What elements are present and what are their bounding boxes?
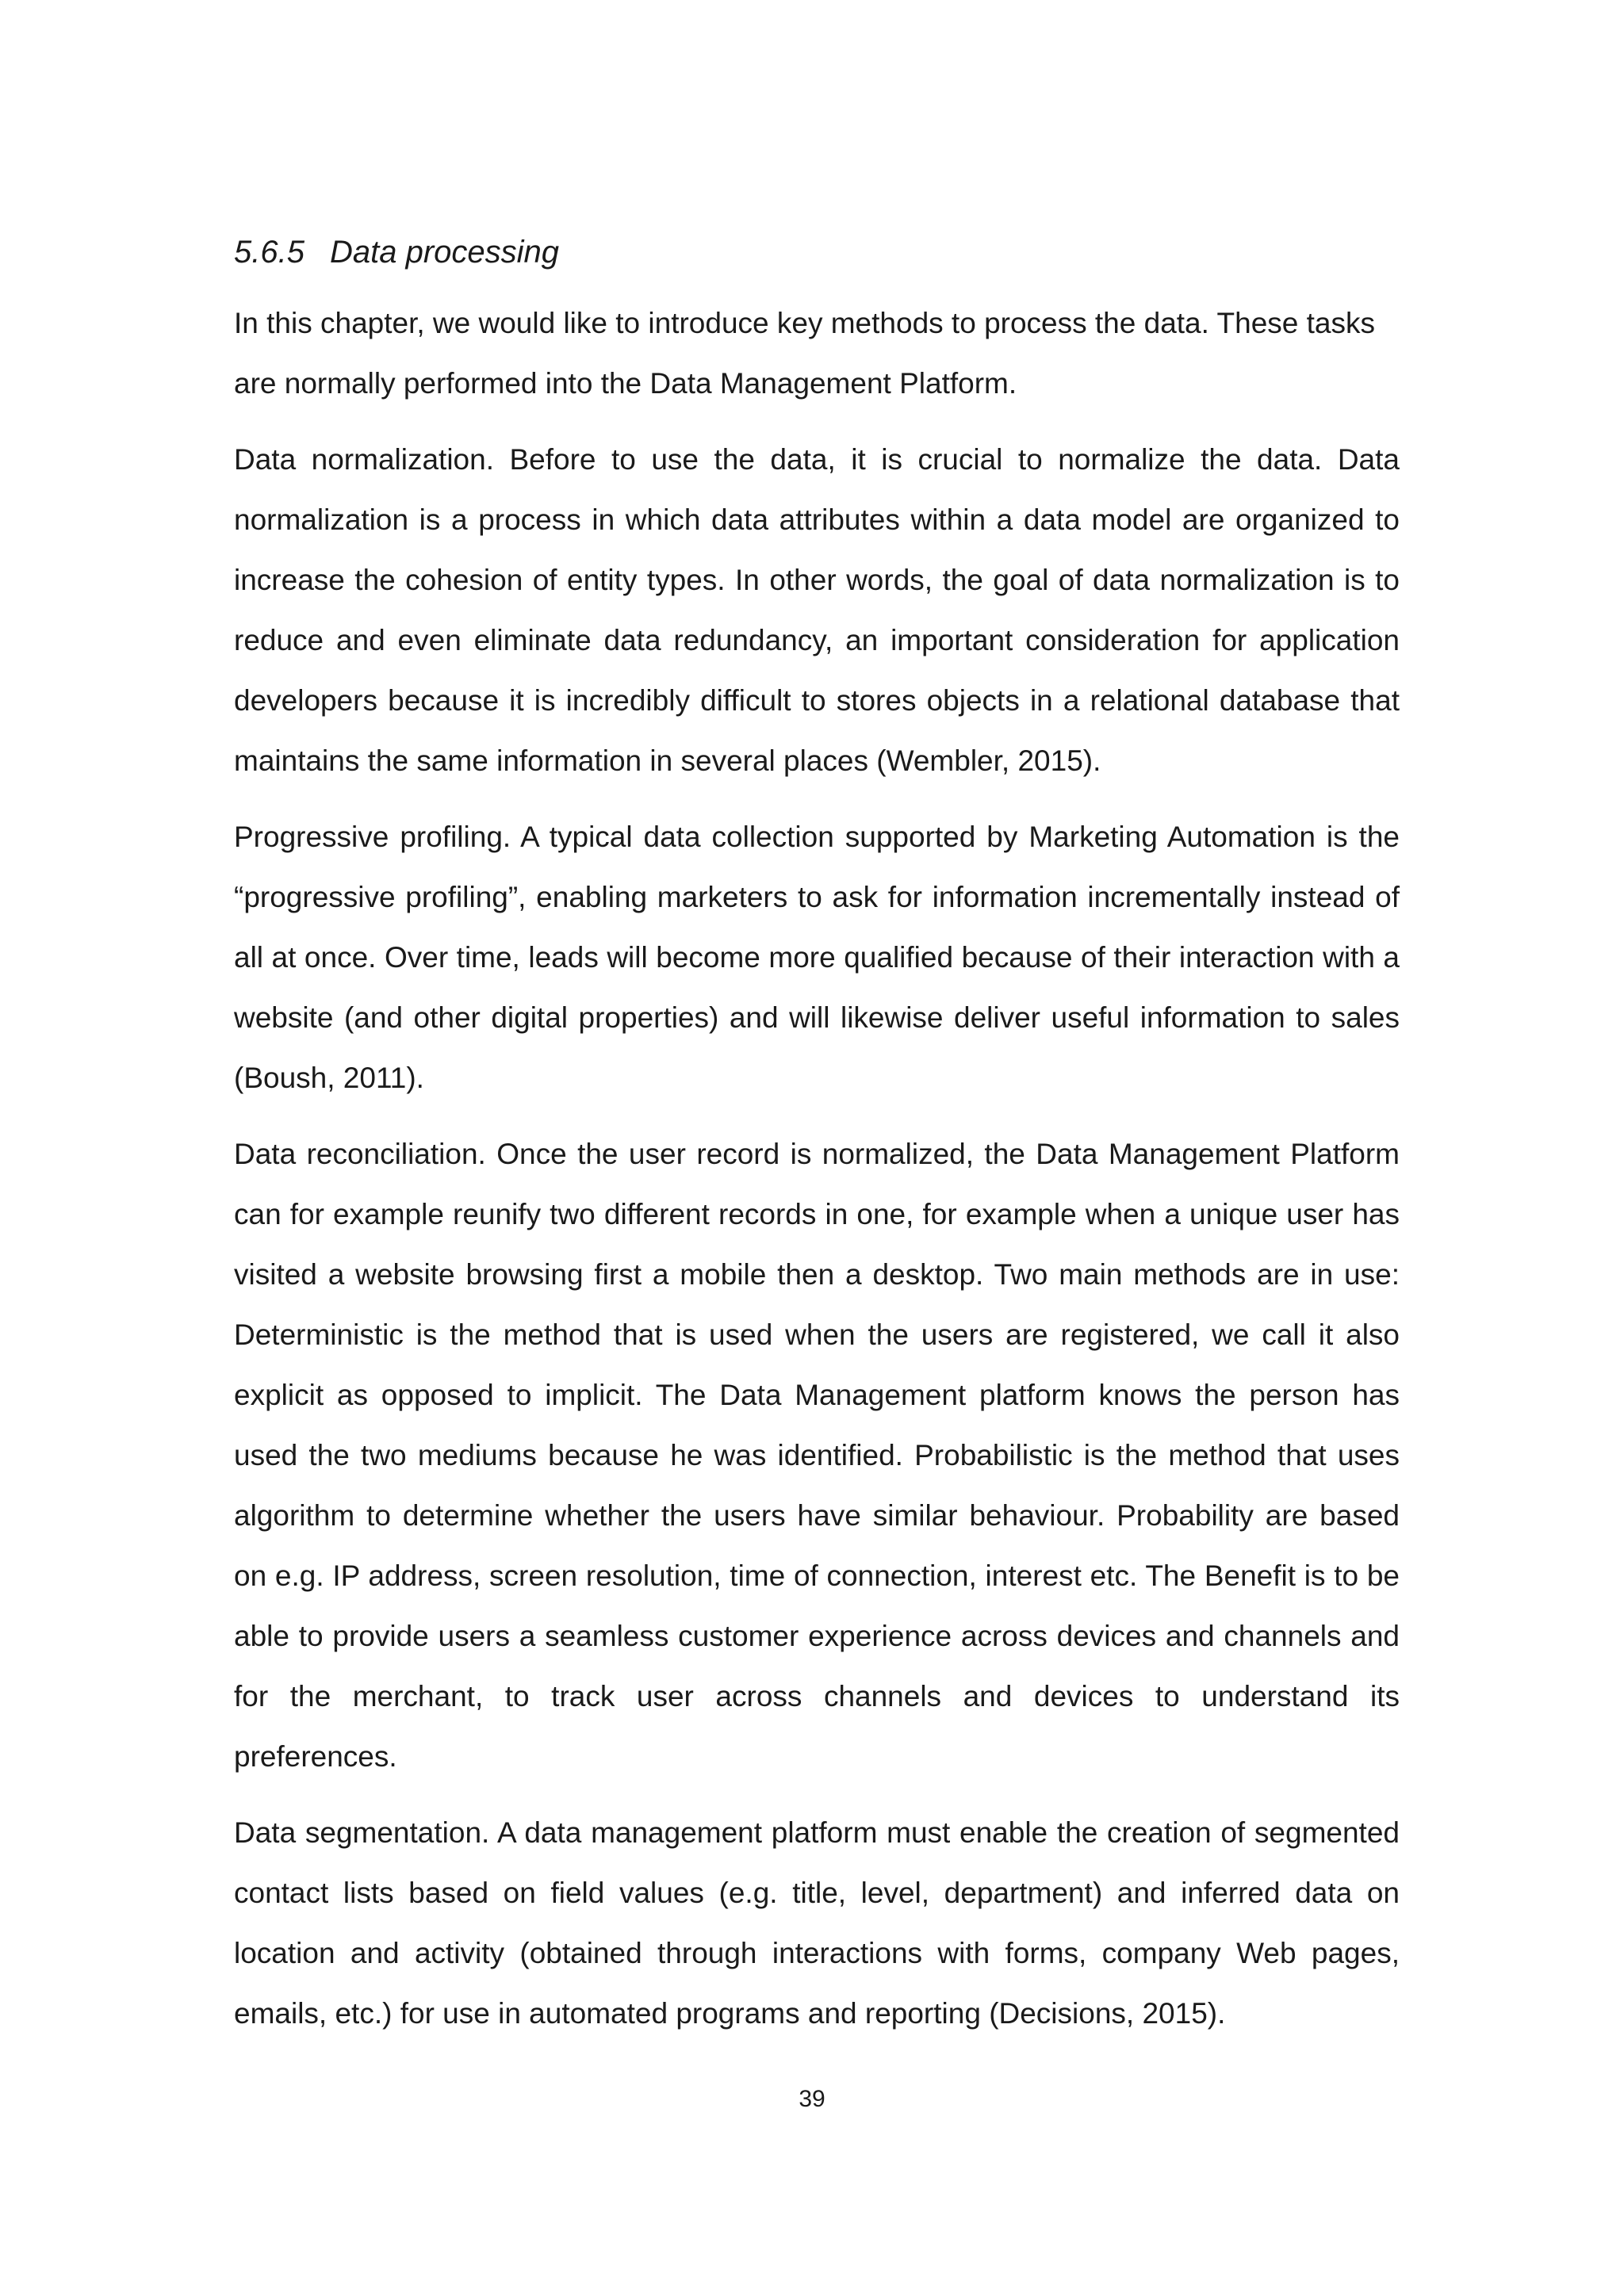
paragraph-data-reconciliation: Data reconciliation. Once the user record is normalized, the Data Management Platform can for example reunify two different records in one, for example when a unique user has visited a website browsing first a mobile then a desktop. Two main methods are in use: Deterministic is the method that is used when the users are registered, we call it also explicit as opposed to implicit. The Data Management platform knows the person has used the two mediums because he was identified. Probabilistic is the method that uses algorithm to determine whether the users have similar behaviour. Probability are based on e.g. IP address, screen resolution, time of connection, interest etc. The Benefit is to be able to provide users a seamless customer experience across devices and channels and for the merchant, to track user across channels and devices to understand its preferences. [234,1138,1400,1773]
paragraph-data-normalization: Data normalization. Before to use the data, it is crucial to normalize the data. Data normalization is a process in which data attributes within a data model are organized to increase the cohesion of entity types. In other words, the goal of data normalization is to reduce and even eliminate data redundancy, an important consideration for application developers because it is incredibly difficult to stores objects in a relational database that maintains the same information in several places (Wembler, 2015). [234,443,1400,777]
section-title: Data processing [329,235,560,270]
paragraph-intro: In this chapter, we would like to introduce key methods to process the data. These tasks are normally performed into the Data Management Platform. [234,307,1375,400]
paragraph-data-segmentation: Data segmentation. A data management platform must enable the creation of segmented contact lists based on field values (e.g. title, level, department) and inferred data on location and activity (obtained through interactions with forms, company Web pages, emails, etc.) for use in automated programs and reporting (Decisions, 2015). [234,1816,1400,2030]
page-content [234,230,1400,2060]
section-heading [234,230,1400,274]
section-number: 5.6.5 [234,235,304,270]
page-number: 39 [799,2086,825,2112]
paragraph-progressive-profiling: Progressive profiling. A typical data collection supported by Marketing Automation is the “progressive profiling”, enabling marketers to ask for information incrementally instead of all at once. Over time, leads will become more qualified because of their interaction with a website (and other digital properties) and will likewise deliver useful information to sales (Boush, 2011). [234,821,1400,1094]
